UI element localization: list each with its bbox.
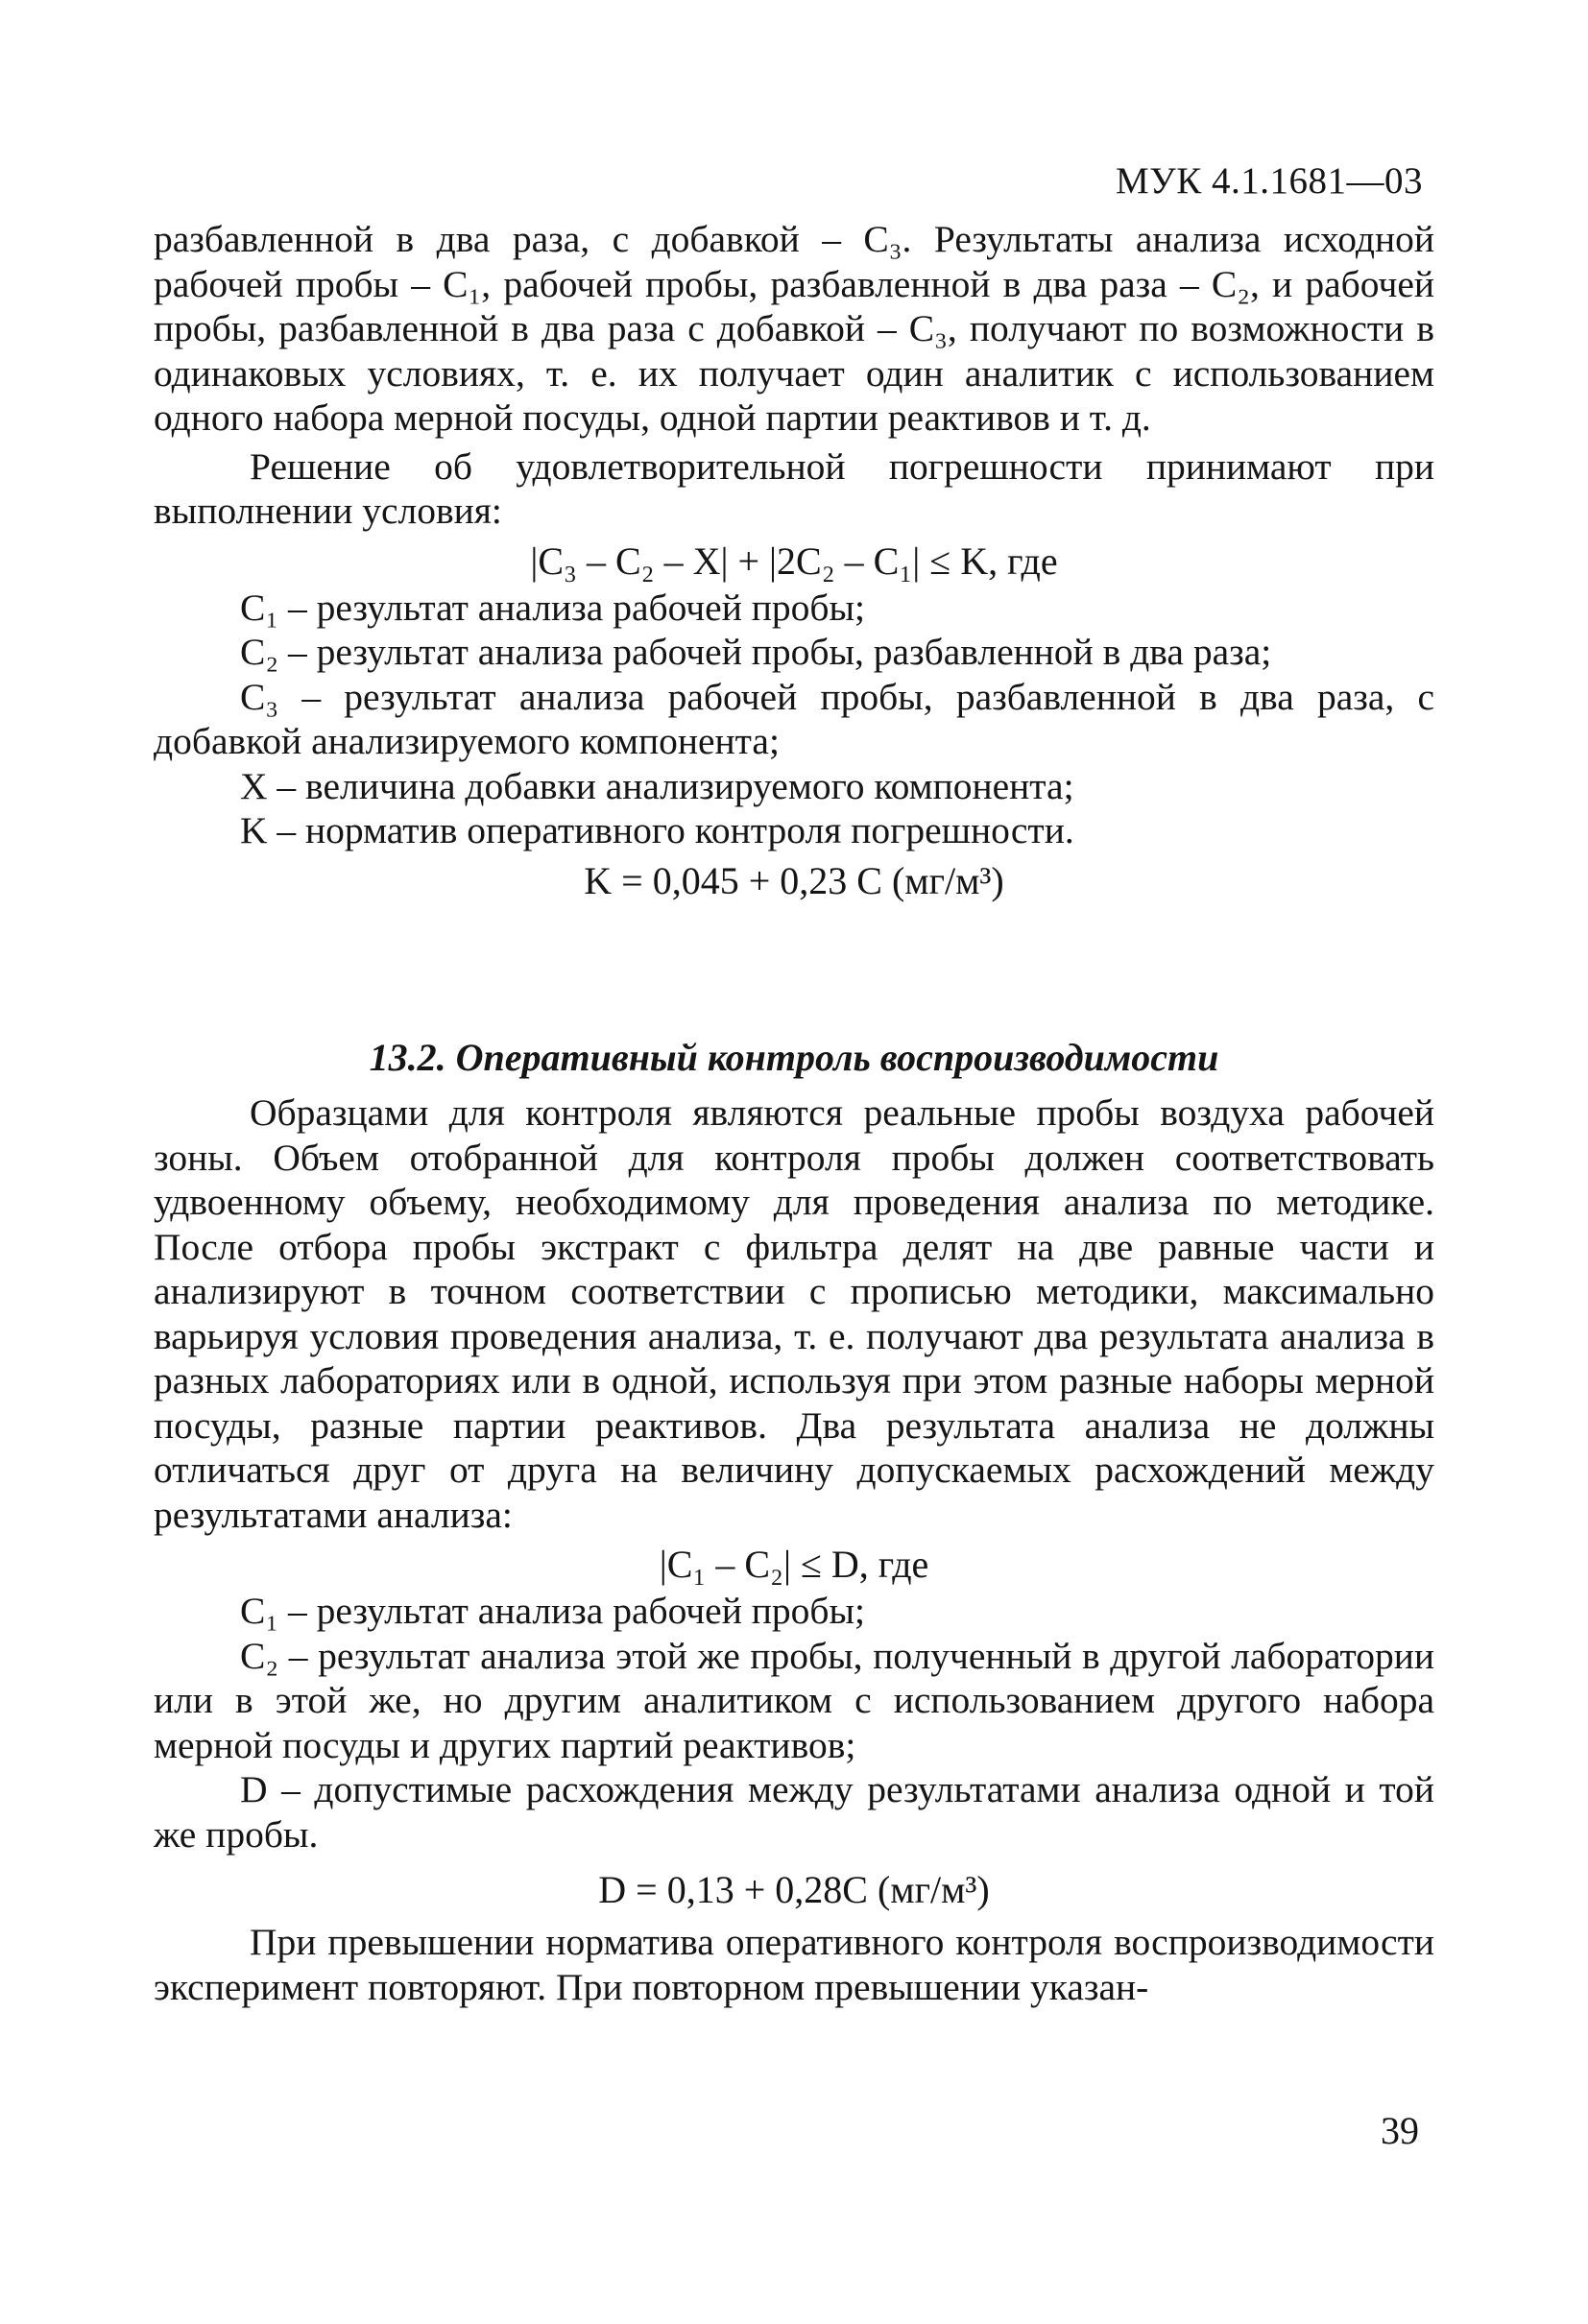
definition-k: K – норматив оперативного контроля погрешности.	[240, 809, 1074, 851]
definition-c2-repro: C₂ – результат анализа этой же пробы, полученный в другой лаборатории или в этой же, но другим аналитиком с использованием другого набора мерной посуды и других партий реактивов;	[154, 1634, 1434, 1766]
section-13-1-continuation	[154, 217, 1434, 905]
definition-c1: C₁ – результат анализа рабочей пробы;	[240, 586, 865, 629]
definition-c3: C₃ – результат анализа рабочей пробы, разбавленной в два раза, с добавкой анализируемого компонента;	[154, 675, 1434, 762]
page-number: 39	[1381, 2109, 1419, 2152]
document-header: МУК 4.1.1681—03	[1115, 160, 1423, 202]
formula-d-norm: D = 0,13 + 0,28C (мг/м³)	[598, 1868, 990, 1911]
paragraph-repeat-experiment: При превышении норматива оперативного контроля воспроизводимости эксперимент повторяют. При повторном превышении указан-	[154, 1921, 1434, 2008]
formula-k-norm: K = 0,045 + 0,23 C (мг/м³)	[584, 858, 1004, 902]
definition-x: X – величина добавки анализируемого компонента;	[240, 764, 1074, 807]
paragraph-condition-intro: Решение об удовлетворительной погрешности принимают при выполнении условия:	[154, 444, 1434, 532]
paragraph-sample-description: разбавленной в два раза, с добавкой – C₃. Результаты анализа исходной рабочей пробы – C₁, рабочей пробы, разбавленной в два раза – C₂, и рабочей пробы, разбавленной в два раза с добавкой – C₃, получают по возможности в одинаковых условиях, т. е. их получает один аналитик с использованием одного набора мерной посуды, одной партии реактивов и т. д.	[154, 218, 1434, 439]
definition-c2: C₂ – результат анализа рабочей пробы, разбавленной в два раза;	[240, 631, 1272, 673]
definition-c1-repro: C₁ – результат анализа рабочей пробы;	[240, 1590, 865, 1632]
section-title-13-2: 13.2. Оперативный контроль воспроизводимости	[369, 1036, 1219, 1079]
formula-reproducibility-condition: |C₁ – C₂| ≤ D, где	[659, 1543, 929, 1586]
formula-error-condition: |C₃ – C₂ – X| + |2C₂ – C₁| ≤ K, где	[530, 539, 1058, 583]
paragraph-reproducibility-control: Образцами для контроля являются реальные пробы воздуха рабочей зоны. Объем отобранной для контроля пробы должен соответствовать удвоенному объему, необходимому для проведения анализа по методике. После отбора пробы экстракт с фильтра делят на две равные части и анализируют в точном соответствии с прописью методики, максимально варьируя условия проведения анализа, т. е. получают два результата анализа в разных лабораториях или в одной, используя при этом разные наборы мерной посуды, разные партии реактивов. Два результата анализа не должны отличаться друг от друга на величину допускаемых расхождений между результатами анализа:	[154, 1091, 1434, 1536]
definition-d: D – допустимые расхождения между результатами анализа одной и той же пробы.	[154, 1768, 1434, 1856]
section-13-2-body	[154, 1090, 1434, 2009]
